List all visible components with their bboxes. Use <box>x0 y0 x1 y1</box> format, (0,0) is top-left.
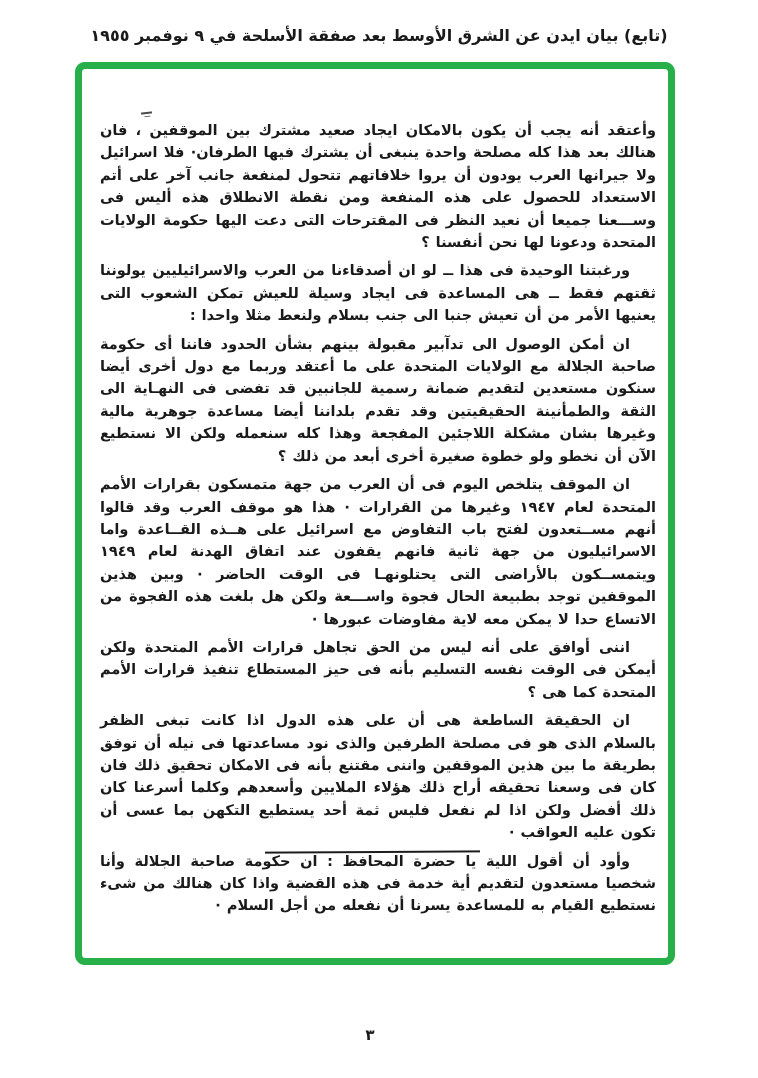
document-body <box>100 120 656 924</box>
paragraph: ان الموقف يتلخص اليوم فى أن العرب من جهة متمسكون بقرارات الأمم المتحدة لعام ١٩٤٧ وغيرها من القرارات · هذا هو موقف العرب وقد قالوا أنهم مســتعدون لفتح باب التفاوض مع اسرائيل على هــذه القــاعدة واما الاسرائيليون من جهة ثانية فانهم يقفون عند اتفاق الهدنة لعام ١٩٤٩ ويتمســكون بالأراضى التى يحتلونهـا فى الوقت الحاضر · وبين هذين الموقفين توجد بطبيعة الحال فجوة واســـعة ولكن هل بلغت هذه الفجوة من الاتساع حدا لا يمكن معه لاية مفاوضات عبورها · <box>100 477 656 628</box>
paragraph: ان أمكن الوصول الى تدآبير مقبولة بينهم بشأن الحدود فاننا أى حكومة صاحبة الجلالة مع الولايات المتحدة على ما أعتقد وربما مع دول أخرى أيضا سنكون مستعدين لتقديم ضمانة رسمية للجانبين قد تفضى فى النهـاية الى الثقة والطمأنينة الحقيقيتين وقد تقدم بلداننا أيضا مساعدة جوهرية مالية وغيرها بشان مشكلة اللاجئين المفجعة وهذا كله سنعمله ولكن الا نستطيع الآن أن نخطو ولو خطوة صغيرة أخرى أبعد من ذلك ؟ <box>100 336 656 465</box>
page-header-title: (تابع) بيان ايدن عن الشرق الأوسط بعد صفقة الأسلحة في ٩ نوفمبر ١٩٥٥ <box>90 26 668 45</box>
paragraph: وأود أن أقول اللية يا حضرة المحافظ : ان حكومة صاحبة الجلالة وأنا شخصيا مستعدون لتقديم أية خدمة فى هذه القضية واذا كان هنالك من شىء نستطيع القيام به للمساعدة يسرنا أن نفعله من أجل السلام · <box>100 853 656 915</box>
paragraph: اننى أوافق على أنه ليس من الحق تجاهل قرارات الأمم المتحدة ولكن أيمكن فى الوقت نفسه التسليم بأنه فى حيز المستطاع تنفيذ قرارات الأمم المتحدة كما هى ؟ <box>100 639 656 701</box>
paragraph: ورغبتنا الوحيدة فى هذا ــ لو ان أصدقاءنا من العرب والاسرائيليين يولوننا ثقتهم فقط ــ هى المساعدة فى ايجاد وسيلة للعيش تمكن الشعوب التى يعنيها الأمر من أن تعيش جنبا الى جنب بسلام ولنعط مثلا واحدا : <box>100 263 656 325</box>
paragraph: وأعتقد أنه يجب أن يكون بالامكان ايجاد صعيد مشترك بين الموقفين ، فان هنالك بعد هذا كله مصلحة واحدة ينبغى أن يشترك فيها الطرفان· فلا اسرائيل ولا جيرانها العرب يودون أن يروا خلافاتهم تتحول لمنفعة جانب آخر على أتم الاستعداد للحصول على هذه المنفعة ومن نقطة الانطلاق هذه أليس فى وســـعنا جميعا أن نعيد النظر فى المقترحات التى دعت اليها حكومة الولايات المتحدة ودعونا لها نحن أنفسنا ؟ <box>100 123 656 252</box>
page-number: ٣ <box>365 1026 375 1044</box>
paragraph: ان الحقيقة الساطعة هى أن على هذه الدول اذا كانت تبغى الظفر بالسلام الذى هو فى مصلحة الطرفين والذى نود مساعدتها فى نيله أن توفق بطريقة ما بين هذين الموقفين واننى مقتنع بأنه فى الامكان تحقيق ذلك فان كان فى وسعنا تحقيقه أراح ذلك هؤلاء الملايين وأسعدهم وكلما أسرعنا كان ذلك أفضل ولكن اذا لم نفعل فليس ثمة أحد يستطيع التكهن بما عسى أن تكون عليه العواقب · <box>100 713 656 842</box>
